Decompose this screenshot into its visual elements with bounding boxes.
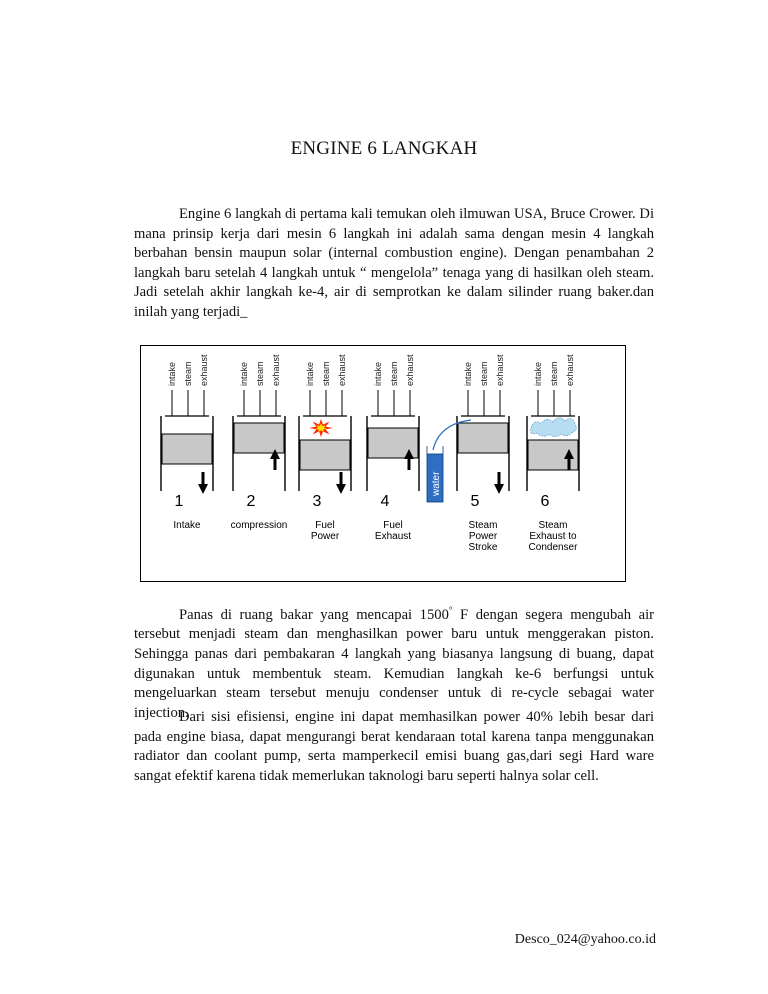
stroke-number: 6 (540, 493, 550, 510)
stroke-caption: Steam (538, 520, 568, 531)
stroke-number: 4 (380, 493, 390, 510)
arrow-down-head-icon (336, 484, 346, 494)
cylinder-5 (457, 354, 509, 553)
stroke-caption: Intake (173, 520, 201, 531)
valve-label-exhaust: exhaust (495, 354, 505, 386)
stroke-caption: Steam (468, 520, 498, 531)
paragraph-intro-text: Engine 6 langkah di pertama kali temukan oleh ilmuwan USA, Bruce Crower. Di mana prinsip kerja dari mesin 6 langkah ini adalah sama dengan mesin 4 langkah berbahan bensin maupun solar (internal combustion engine). Dengan penambahan 2 langkah baru setelah 4 langkah untuk “ mengelola” tenaga yang di hasilkan oleh steam. Jadi setelah akhir langkah ke-4, air di semprotkan ke dalam silinder ruang baker.dan inilah yang terjadi_ (134, 206, 654, 320)
stroke-caption: Condenser (528, 542, 578, 553)
stroke-caption: Power (310, 531, 340, 542)
valve-label-steam: steam (321, 361, 331, 386)
stroke-number: 2 (246, 493, 256, 510)
valve-label-intake: intake (533, 361, 543, 386)
cylinder-4 (367, 354, 419, 542)
valve-label-exhaust: exhaust (271, 354, 281, 386)
stroke-caption: Fuel (315, 520, 335, 531)
valve-label-exhaust: exhaust (565, 354, 575, 386)
valve-label-exhaust: exhaust (405, 354, 415, 386)
stroke-caption: Power (468, 531, 498, 542)
valve-label-intake: intake (239, 361, 249, 386)
piston (162, 434, 212, 464)
stroke-caption: Stroke (468, 542, 498, 553)
valve-label-steam: steam (479, 361, 489, 386)
paragraph-heat-text-b: F dengan segera mengubah air tersebut menjadi steam dan menghasilkan power baru untuk menggerakan piston. Sehingga panas dari pembakaran 4 langkah yang biasanya langsung di buang, dapat digunakan untuk membentuk steam. Kemudian langkah ke-6 berfungsi untuk mengeluarkan steam tersebut menuju condenser untuk di re-cycle sebagai water injection. (134, 606, 654, 721)
degree-sign: ° (448, 605, 453, 615)
valve-label-intake: intake (463, 361, 473, 386)
paragraph-intro (134, 205, 654, 323)
piston (234, 423, 284, 453)
cylinder-3 (299, 354, 351, 542)
stroke-number: 5 (470, 493, 480, 510)
valve-label-steam: steam (549, 361, 559, 386)
piston (458, 423, 508, 453)
valve-label-intake: intake (305, 361, 315, 386)
cylinder-1 (161, 354, 213, 531)
footer-email: Desco_024@yahoo.co.id (514, 932, 656, 947)
six-stroke-diagram-svg (141, 346, 627, 583)
page-title: ENGINE 6 LANGKAH (290, 138, 478, 159)
valve-label-intake: intake (373, 361, 383, 386)
paragraph-efficiency-text: Dari sisi efisiensi, engine ini dapat memhasilkan power 40% lebih besar dari pada engine biasa, dapat mengurangi berat kendaraan total karena tanpa menggunakan radiator dan coolant pump, serta mamperkecil emisi buang gas,dari segi Hard ware sangat efektif karena tidak memerlukan taknologi baru seperti halnya solar cell. (134, 709, 654, 784)
valve-label-steam: steam (255, 361, 265, 386)
valve-label-intake: intake (167, 361, 177, 386)
stroke-caption: compression (230, 520, 288, 531)
piston (300, 440, 350, 470)
cylinder-2 (231, 354, 288, 531)
valve-label-steam: steam (389, 361, 399, 386)
stroke-number: 1 (174, 493, 184, 510)
arrow-down-head-icon (494, 484, 504, 494)
stroke-caption: Fuel (383, 520, 403, 531)
stroke-caption: Exhaust (374, 531, 412, 542)
six-stroke-diagram (140, 345, 626, 582)
stroke-caption: Exhaust to (529, 531, 577, 542)
paragraph-heat (134, 601, 654, 723)
paragraph-efficiency (134, 708, 654, 786)
paragraph-heat-text-a: Panas di ruang bakar yang mencapai 1500 (179, 606, 449, 623)
valve-label-exhaust: exhaust (337, 354, 347, 386)
stroke-number: 3 (312, 493, 322, 510)
water-label: water (431, 471, 442, 496)
valve-label-steam: steam (183, 361, 193, 386)
valve-label-exhaust: exhaust (199, 354, 209, 386)
cylinder-6 (527, 354, 579, 553)
steam-cloud-icon (531, 418, 577, 437)
arrow-down-head-icon (198, 484, 208, 494)
